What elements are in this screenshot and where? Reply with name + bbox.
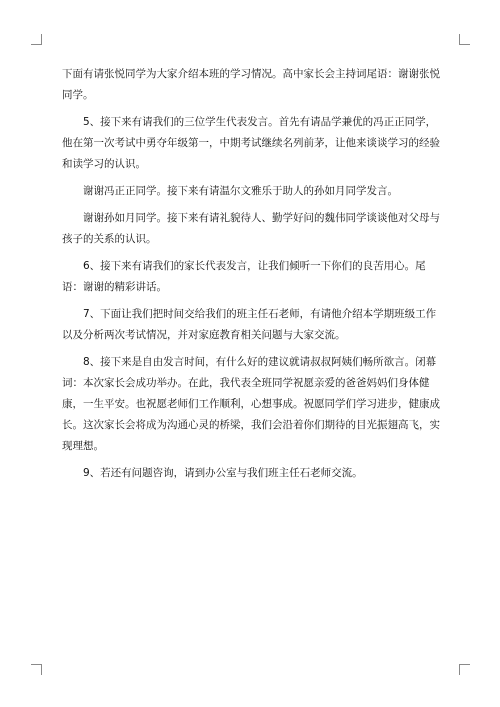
crop-mark-bottom-left (31, 664, 42, 675)
crop-mark-top-left (31, 34, 42, 45)
paragraph-thanks-feng: 谢谢冯正正同学。接下来有请温尔文雅乐于助人的孙如月同学发言。 (83, 185, 398, 197)
crop-mark-bottom-right (459, 664, 470, 675)
paragraph-item-5: 5、接下来有请我们的三位学生代表发言。首先有请品学兼优的冯正正同学，他在第一次考试中勇夺年级第一，中期考试继续名列前茅，让他来谈谈学习的经验和读学习的认识。 (62, 116, 440, 170)
paragraph-item-6: 6、接下来有请我们的家长代表发言，让我们倾听一下你们的良苦用心。尾语：谢谢的精彩讲话。 (62, 260, 426, 293)
paragraph-thanks-sun: 谢谢孙如月同学。接下来有请礼貌待人、勤学好问的魏伟同学谈谈他对父母与孩子的关系的认识。 (62, 212, 440, 245)
paragraph-item-8: 8、接下来是自由发言时间，有什么好的建议就请叔叔阿姨们畅所欲言。闭幕词：本次家长会成功举办。在此，我代表全班同学祝愿亲爱的爸爸妈妈们身体健康，一生平安。也祝愿老师们工作顺利，心想事成。祝愿同学们学习进步，健康成长。这次家长会将成为沟通心灵的桥梁，我们会沿着你们期待的目光振翅高飞，实现理想。 (62, 356, 440, 452)
crop-mark-top-right (459, 34, 470, 45)
paragraph-item-7: 7、下面让我们把时间交给我们的班主任石老师，有请他介绍本学期班级工作以及分析两次考试情况，并对家庭教育相关问题与大家交流。 (62, 308, 437, 341)
paragraph-intro: 下面有请张悦同学为大家介绍本班的学习情况。高中家长会主持词尾语：谢谢张悦同学。 (62, 68, 440, 101)
document-body (62, 64, 440, 490)
paragraph-item-9: 9、若还有问题咨询，请到办公室与我们班主任石老师交流。 (83, 467, 363, 479)
